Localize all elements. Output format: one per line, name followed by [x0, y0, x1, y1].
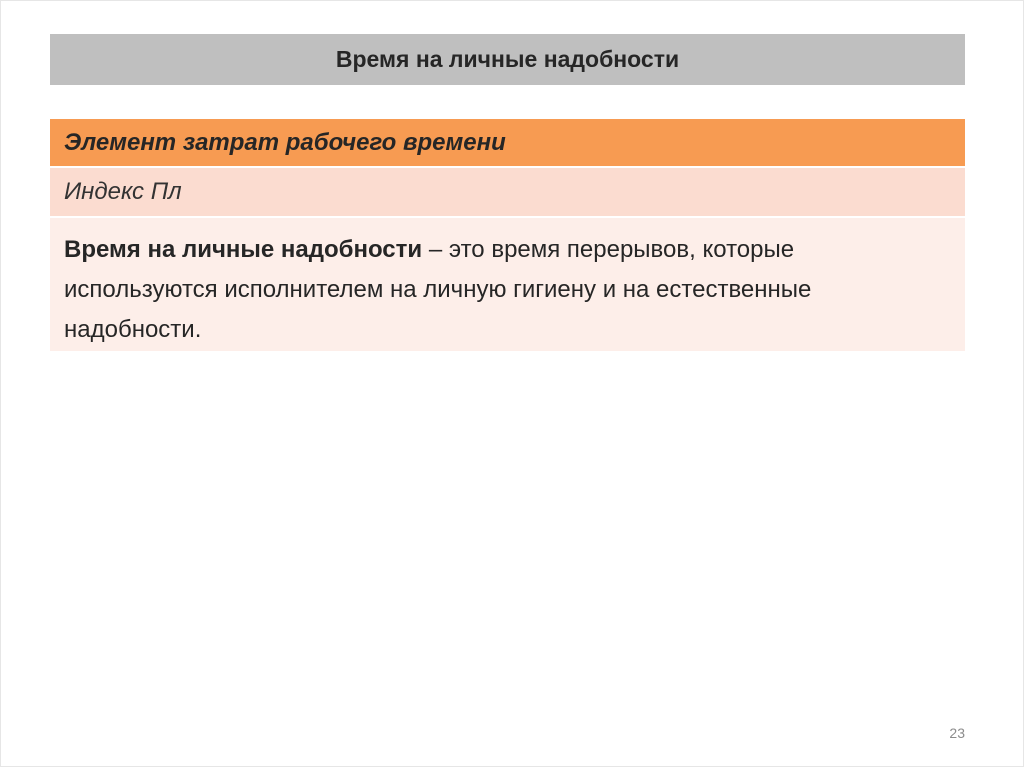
- table-description-row: [50, 218, 965, 353]
- table-header-text: Элемент затрат рабочего времени: [64, 128, 506, 156]
- definition-text: – это время перерывов, которые используются исполнителем на личную гигиену и на естественные надобности.: [64, 236, 812, 343]
- definition-paragraph: [64, 230, 951, 350]
- definition-table: [50, 119, 965, 353]
- table-index-row: [50, 168, 965, 218]
- slide-title: Время на личные надобности: [335, 46, 680, 72]
- table-index-text: Индекс Пл: [64, 178, 182, 205]
- table-header-row: [50, 119, 965, 168]
- title-bar: [50, 34, 965, 85]
- page-number: 23: [949, 725, 965, 741]
- definition-term: Время на личные надобности: [64, 236, 423, 263]
